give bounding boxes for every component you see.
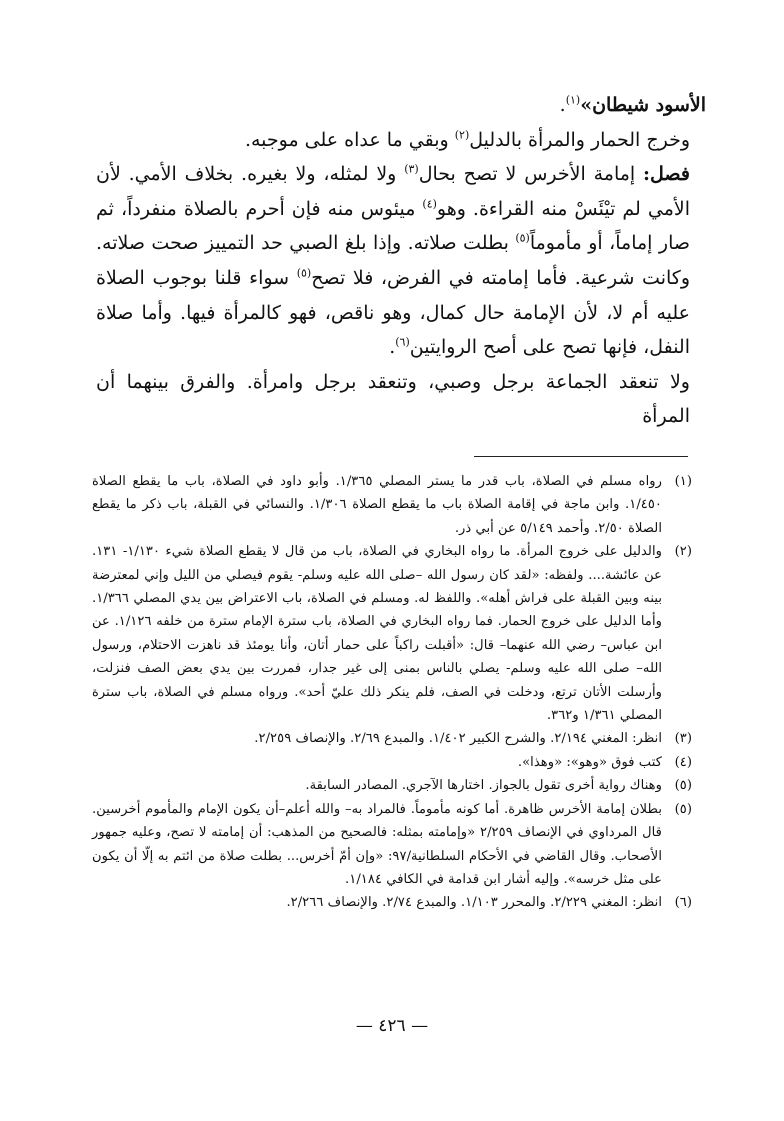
footnote-item [92,540,692,727]
footnote-text: كتب فوق «وهو»: «وهذا». [517,754,662,770]
footnote-reference[interactable]: (٦) [395,335,410,349]
footnote-number: (٥) [674,778,692,794]
footnote-item [92,751,692,774]
footnotes-section [92,470,692,915]
footnote-reference[interactable]: (٢) [454,128,470,142]
text-fragment: . [389,336,396,359]
text-fragment: وبقي ما عداه على موجبه. [244,128,455,151]
footnote-number: (٥) [674,801,692,817]
main-text-block [96,88,706,434]
text-fragment: وخرج الحمار والمرأة بالدليل [469,128,690,151]
footnote-text: والدليل على خروج المرأة. ما رواه البخاري في الصلاة، باب من قال لا يقطع الصلاة شيء ١/١٣٠- ١٣١. عن عائشة.... ولفظه: «لقد كان رسول الله –صلى الله عليه وسلم- يقوم فيصلي من الليل وإني لمعترضة بينه وبين القبلة على فراش أهله». واللفظ له. ومسلم في الصلاة، باب الاعتراض بين يدي المصلي ١/٣٦٦. وأما الدليل على خروج الحمار. فما رواه البخاري في الصلاة، باب سترة الإمام سترة من خلفه ١/١٢٦. عن ابن عباس– رضي الله عنهما– قال: «أقبلت راكباً على حمار أتان، وأنا يومئذ قد ناهزت الاحتلام، ورسول الله– صلى الله عليه وسلم- يصلي بالناس بمنى إلى غير جدار، فمررت بين يدي بعض الصف فنزلت، وأرسلت الأتان ترتع، ودخلت في الصف، فلم ينكر ذلك عليّ أحد». ورواه مسلم في الصلاة، باب سترة المصلي ١/٣٦١ و٣٦٢. [92,544,662,724]
footnote-text: انظر: المغني ٢/٢٢٩. والمحرر ١/١٠٣. والمبدع ٢/٧٤. والإنصاف ٢/٢٦٦. [286,895,662,911]
footnote-item [92,891,692,914]
footnote-reference[interactable]: (١) [565,93,581,107]
footnote-item [92,727,692,750]
footnote-item [92,774,692,797]
footnote-text: وهناك رواية أخرى تقول بالجواز. اختارها الآجري. المصادر السابقة. [305,778,662,794]
footnote-text: بطلان إمامة الأخرس ظاهرة. أما كونه مأموماً. فالمراد به– والله أعلم–أن يكون الإمام والمأموم أخرسين. قال المرداوي في الإنصاف ٢/٢٥٩ «وإمامته بمثله: فالصحيح من المذهب: أن إمامته لا تصح، وعليه جمهور الأصحاب. وقال القاضي في الأحكام السلطانية/٩٧: «وإن أمّ أخرس... بطلت صلاة من ائتم به إلّا أن يكون على مثل خرسه». وإليه أشار ابن قدامة في الكافي ١/١٨٤. [92,801,662,887]
footnote-number: (٢) [674,544,692,560]
text-fragment: بطلت صلاته. وإذا بلغ الصبي حد التمييز صحت صلاته. وكانت شرعية. فأما إمامته في الفرض، فلا تصح [96,232,691,289]
footnote-reference[interactable]: (٥) [515,232,530,246]
text-fragment: ولا لمثله، ولا بغيره. بخلاف الأمي. لأن الأمي لم تيْئَسْ منه القراءة. وهو [96,163,690,220]
page-number: — ٤٢٦ — [355,1016,429,1036]
footnote-reference[interactable]: (٥) [296,266,312,280]
text-line [96,123,706,158]
text-line: ولا تنعقد الجماعة برجل وصبي، وتنعقد برجل وامرأة. والفرق بينهما أن المرأة [96,370,690,428]
footnote-reference[interactable]: (٣) [404,162,419,176]
footnote-text: رواه مسلم في الصلاة، باب قدر ما يستر المصلي ١/٣٦٥. وأبو داود في الصلاة، باب ما يقطع الصلاة ١/٤٥٠. وابن ماجة في إقامة الصلاة باب ما يقطع الصلاة ١/٣٠٦. والنسائي في القبلة، باب ذكر ما يقطع الصلاة ٢/٥٠. وأحمد ٥/١٤٩ عن أبي ذر. [92,474,663,536]
footnote-item [92,798,692,892]
text-fragment: سواء قلنا بوجوب الصلاة عليه أم لا، لأن الإمامة حال كمال، وهو ناقص، فهو كالمرأة فيها. وأما صلاة النفل، فإنها تصح على أصح الروايتين [96,266,690,359]
footnote-number: (٦) [674,895,692,911]
text-fragment: إمامة الأخرس لا تصح بحال [418,163,644,186]
footnote-number: (٤) [674,754,692,770]
footnote-number: (٣) [674,731,692,747]
footnote-reference[interactable]: (٤) [422,197,437,211]
text-line [96,88,706,123]
footnote-divider [474,456,688,457]
footnote-number: (١) [674,474,692,489]
text-fragment: ميئوس منه فإن أحرم بالصلاة منفرداً، ثم صار إماماً، أو مأموماً [96,197,690,255]
text-fragment: . [559,94,566,116]
paragraph [96,157,706,365]
footnote-item [92,470,692,540]
section-heading: فصل: [643,163,690,186]
footnote-text: انظر: المغني ٢/١٩٤. والشرح الكبير ١/٤٠٢. والمبدع ٢/٦٩. والإنصاف ٢/٢٥٩. [254,731,662,747]
text-fragment: الأسود شيطان» [580,94,706,116]
